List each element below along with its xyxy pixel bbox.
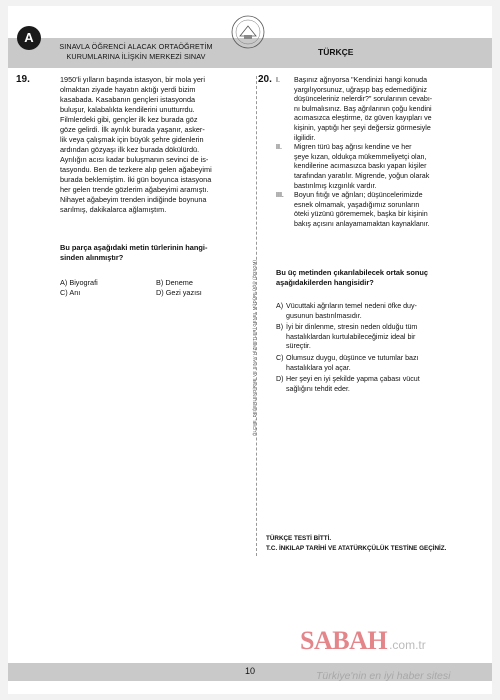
- watermark-domain: .com.tr: [389, 638, 426, 652]
- option-letter: C): [276, 353, 284, 362]
- stem-line: aşağıdakilerden hangisidir?: [276, 278, 374, 287]
- stem-line: Bu parça aşağıdaki metin türlerinin hangi-: [60, 243, 208, 252]
- exam-title-line1: SINAVLA ÖĞRENCİ ALACAK ORTAÖĞRETİM: [59, 42, 213, 51]
- end-note-line: TÜRKÇE TESTİ BİTTİ.: [266, 535, 332, 542]
- statement-number: I.: [276, 76, 280, 84]
- passage-line: Nihayet ağabeyim trenden indiğinde boynuna: [60, 195, 207, 204]
- statement-number: III.: [276, 191, 284, 200]
- option-d[interactable]: D) Gezi yazısı: [156, 288, 202, 297]
- passage-line: sarılmış, dakikalarca ağlamıştım.: [60, 205, 167, 214]
- statement-line: bakış açısını anlayamamaktan kaynaklanır.: [294, 219, 430, 228]
- option-line: süreçtir.: [286, 342, 311, 351]
- passage-line: lik veya çalışmak için büyük şehre gidenlerin: [60, 135, 204, 144]
- passage-line: göze gelirdi. İlk ayrılık burada yaşanır, asker-: [60, 125, 205, 134]
- passage-line: tasyondu. Ben de tezkere alıp gelen ağabeyimi: [60, 165, 212, 174]
- ministry-logo-icon: [230, 14, 266, 50]
- question-20-options: [276, 302, 486, 396]
- option-letter: D): [276, 375, 284, 384]
- question-20-statements: [276, 76, 486, 230]
- subject-title: TÜRKÇE: [318, 47, 354, 57]
- passage-line: ardından gözyaşı ilk kez burada dökülürdü.: [60, 145, 200, 154]
- statement-line: yargılıyorsunuz, uğraşıp baş edemediğiniz: [294, 85, 427, 94]
- statement-line: bastırılmış kızgınlık vardır.: [294, 181, 377, 190]
- option-line: gusunun bastırılmasıdır.: [286, 311, 362, 320]
- option-line: hastalıklardan kurtulabileceğimiz ideal bir: [286, 332, 416, 341]
- statement-line: öteki yüzünü görememek, başka bir kişinin: [294, 210, 428, 219]
- statement-line: kendilerine acımasızca baskı yapan kişiler: [294, 162, 427, 171]
- watermark-logo: SABAH: [300, 626, 388, 655]
- statement-3: [276, 191, 486, 229]
- statement-line: düşünceleriniz nelerdir?" sorularının cevabı-: [294, 95, 433, 104]
- passage-line: olmaktan ziyade hayatın aktığı yerdi bizim: [60, 85, 196, 94]
- stem-line: Bu üç metinden çıkarılabilecek ortak sonuç: [276, 268, 428, 277]
- exam-page: [8, 6, 492, 694]
- option-line: hastalıklara yol açar.: [286, 363, 351, 372]
- question-20-stem: [276, 268, 486, 288]
- test-end-note: [266, 534, 446, 554]
- statement-number: II.: [276, 143, 282, 152]
- option-letter: A): [276, 302, 284, 310]
- passage-line: kasabada. Kasabanın gençleri istasyonda: [60, 95, 196, 104]
- statement-line: tarafından yaratılır. Migrende, yoğun olarak: [294, 171, 430, 180]
- option-line: İyi bir dinlenme, stresin neden olduğu tüm: [286, 323, 418, 332]
- question-20-number: 20.: [258, 74, 272, 85]
- statement-line: Başınız ağrıyorsa "Kendinizi hangi konuda: [294, 76, 428, 84]
- option-c[interactable]: C) Anı: [60, 288, 81, 297]
- option-letter: B): [276, 323, 284, 332]
- statement-line: Migren türü baş ağrısı kendine ve her: [294, 143, 412, 152]
- question-19-stem: [60, 243, 250, 263]
- question-19-options: [60, 278, 250, 298]
- end-note-line: T.C. İNKILAP TARİHİ VE ATATÜRKÇÜLÜK TESTİNE GEÇİNİZ.: [266, 545, 447, 552]
- option-line: Her şeyi en iyi şekilde yapma çabası vücut: [286, 375, 420, 384]
- watermark-tagline: Türkiye'nin en iyi haber sitesi: [316, 670, 451, 682]
- statement-line: Boyun fıtığı ve ağrıları; düşüncelerimizde: [294, 191, 423, 200]
- option-b[interactable]: B) Deneme: [156, 278, 193, 287]
- statement-line: ilgilidir.: [294, 133, 316, 142]
- statement-2: [276, 143, 486, 191]
- statement-1: [276, 76, 486, 143]
- question-19-passage: [60, 75, 250, 215]
- statement-line: esnek olmamak, yaşadığımız sorunların: [294, 200, 420, 209]
- passage-line: 1950'li yılların başında istasyon, bir mola yeri: [60, 75, 205, 84]
- passage-line: her gelen trende gözlerim ağabeyimi aramıştı.: [60, 185, 209, 194]
- option-line: Vücuttaki ağrıların temel nedeni öfke duy-: [286, 302, 417, 310]
- option-a[interactable]: [276, 302, 486, 321]
- option-line: sağlığını tehdit eder.: [286, 384, 350, 393]
- statement-line: nı bulmalısınız. Baş ağrılarının çoğu kendini: [294, 104, 432, 113]
- watermark: [300, 626, 490, 656]
- booklet-type-badge: A: [17, 26, 41, 50]
- statement-line: kişinin, yaptığı her şeyi değersiz görmesiyle: [294, 123, 431, 132]
- exam-title: [48, 42, 224, 62]
- side-text: ÖLÇME, DEĞERLENDİRME VE SINAV HİZMETLERİ GENEL MÜDÜRLÜĞÜ (ÖDSGM): [252, 259, 257, 436]
- question-19-number: 19.: [16, 74, 30, 85]
- statement-line: şeye kızan, oldukça mükemmeliyetçi olan,: [294, 152, 427, 161]
- passage-line: Filmlerdeki gibi, gençler ilk kez burada göz: [60, 115, 198, 124]
- option-c[interactable]: [276, 354, 486, 373]
- passage-line: burada beklemiştim. İki gün boyunca istasyona: [60, 175, 212, 184]
- passage-line: buluşur, kalabalıkta kendilerini unutturrdu.: [60, 105, 195, 114]
- stem-line: sinden alınmıştır?: [60, 253, 124, 262]
- option-d[interactable]: [276, 375, 486, 394]
- option-b[interactable]: [276, 323, 486, 352]
- exam-title-line2: KURUMLARINA İLİŞKİN MERKEZİ SINAV: [66, 52, 206, 61]
- option-a[interactable]: A) Biyografi: [60, 278, 98, 287]
- passage-line: Ayrılığın acısı kadar buluşmanın sevinci de is-: [60, 155, 209, 164]
- statement-line: acımasızca eleştirme, öz güven kayıpları ve: [294, 114, 432, 123]
- page-number: 10: [244, 666, 255, 676]
- option-line: Olumsuz duygu, düşünce ve tutumlar bazı: [286, 353, 419, 362]
